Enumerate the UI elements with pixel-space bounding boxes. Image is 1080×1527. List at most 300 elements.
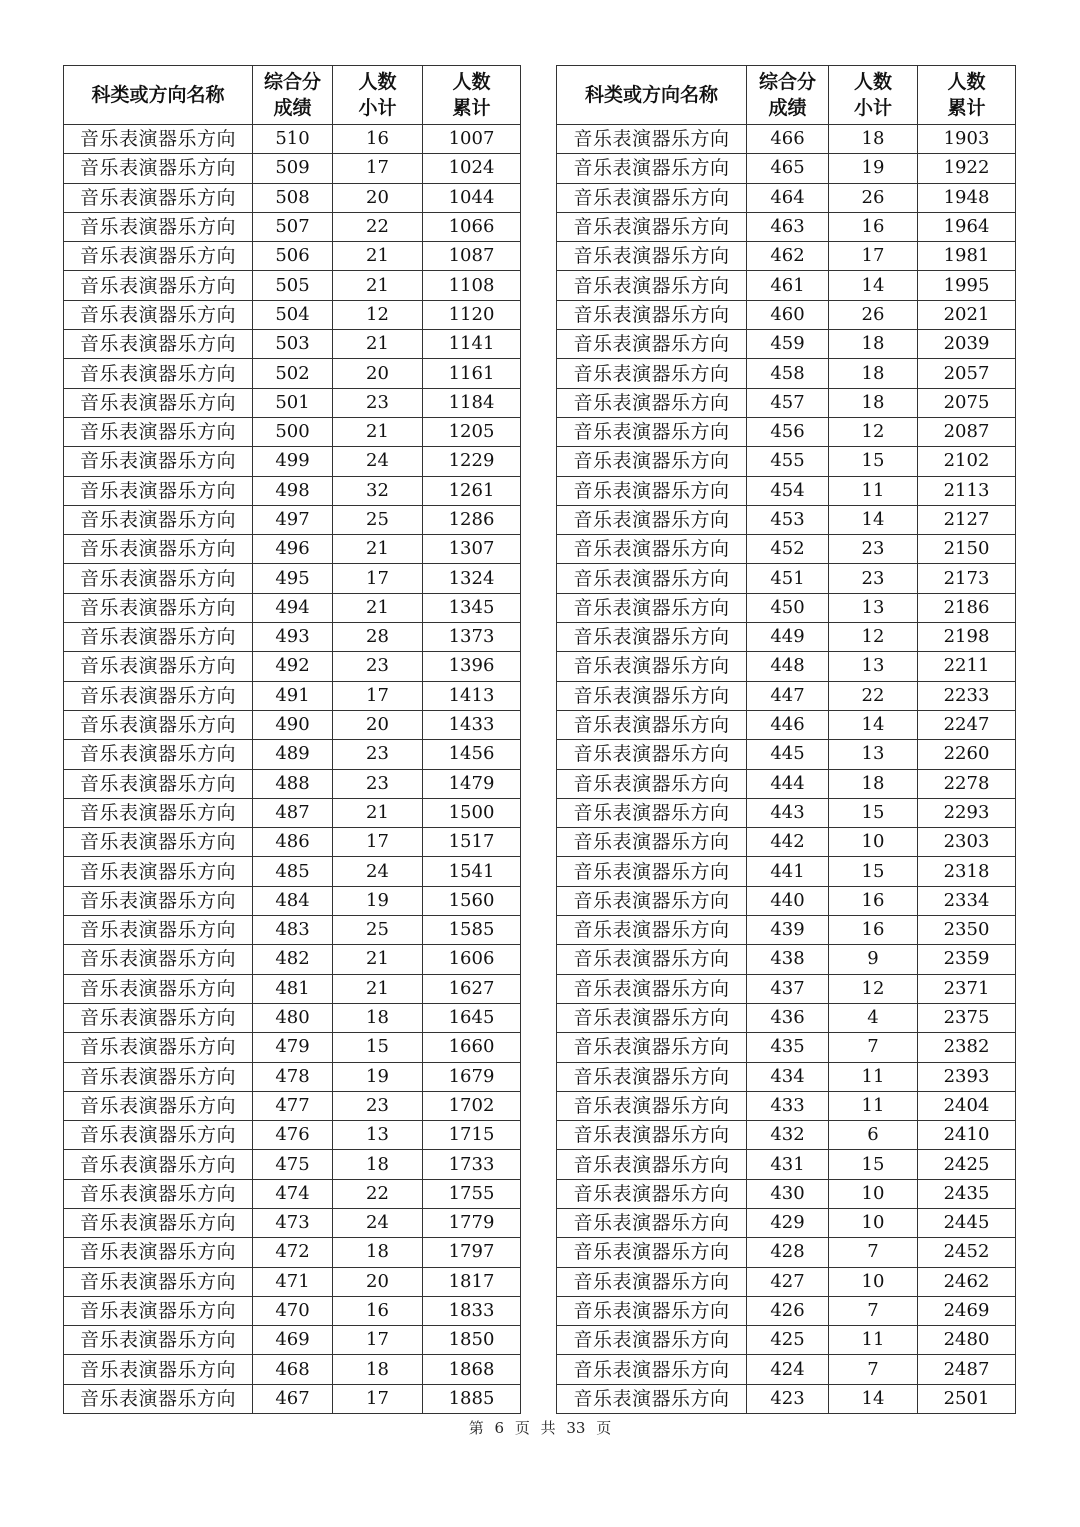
cell-cumulative: 1044	[423, 183, 521, 212]
header-cumulative: 人数 累计	[423, 66, 521, 125]
cell-count: 11	[829, 1326, 918, 1355]
cell-count: 6	[829, 1121, 918, 1150]
cell-cumulative: 1373	[423, 623, 521, 652]
cell-score: 510	[253, 125, 333, 154]
table-row	[557, 1267, 1016, 1296]
cell-cumulative: 2150	[918, 535, 1016, 564]
table-row	[557, 1238, 1016, 1267]
cell-category: 音乐表演器乐方向	[557, 1326, 747, 1355]
cell-category: 音乐表演器乐方向	[64, 1179, 253, 1208]
cell-cumulative: 1679	[423, 1062, 521, 1091]
cell-count: 19	[333, 886, 423, 915]
cell-category: 音乐表演器乐方向	[64, 916, 253, 945]
cell-cumulative: 2393	[918, 1062, 1016, 1091]
cell-score: 454	[747, 476, 829, 505]
cell-count: 24	[333, 447, 423, 476]
table-row	[64, 359, 521, 388]
table-row	[64, 1208, 521, 1237]
cell-category: 音乐表演器乐方向	[557, 593, 747, 622]
cell-score: 508	[253, 183, 333, 212]
cell-score: 448	[747, 652, 829, 681]
cell-score: 490	[253, 710, 333, 739]
table-row	[557, 535, 1016, 564]
cell-cumulative: 1413	[423, 681, 521, 710]
table-row	[557, 212, 1016, 241]
cell-category: 音乐表演器乐方向	[557, 1384, 747, 1413]
cell-count: 19	[829, 154, 918, 183]
cell-score: 496	[253, 535, 333, 564]
cell-category: 音乐表演器乐方向	[64, 271, 253, 300]
cell-category: 音乐表演器乐方向	[557, 828, 747, 857]
cell-cumulative: 2113	[918, 476, 1016, 505]
table-row	[64, 417, 521, 446]
cell-count: 15	[829, 798, 918, 827]
cell-score: 451	[747, 564, 829, 593]
cell-category: 音乐表演器乐方向	[64, 593, 253, 622]
cell-cumulative: 1560	[423, 886, 521, 915]
table-row	[557, 857, 1016, 886]
cell-category: 音乐表演器乐方向	[557, 740, 747, 769]
table-row	[557, 1033, 1016, 1062]
cell-cumulative: 1184	[423, 388, 521, 417]
table-row	[557, 300, 1016, 329]
table-row	[64, 740, 521, 769]
cell-category: 音乐表演器乐方向	[557, 681, 747, 710]
table-row	[557, 417, 1016, 446]
table-body-left	[64, 125, 521, 1414]
cell-cumulative: 1702	[423, 1091, 521, 1120]
cell-cumulative: 2469	[918, 1296, 1016, 1325]
cell-count: 21	[333, 417, 423, 446]
cell-cumulative: 1922	[918, 154, 1016, 183]
cell-cumulative: 1433	[423, 710, 521, 739]
cell-category: 音乐表演器乐方向	[557, 886, 747, 915]
cell-cumulative: 1627	[423, 974, 521, 1003]
table-row	[557, 1121, 1016, 1150]
table-row	[64, 1003, 521, 1032]
cell-score: 453	[747, 505, 829, 534]
table-row	[557, 886, 1016, 915]
cell-cumulative: 2371	[918, 974, 1016, 1003]
cell-score: 481	[253, 974, 333, 1003]
cell-count: 25	[333, 916, 423, 945]
cell-category: 音乐表演器乐方向	[557, 125, 747, 154]
cell-category: 音乐表演器乐方向	[557, 916, 747, 945]
cell-count: 15	[829, 447, 918, 476]
cell-count: 23	[333, 769, 423, 798]
cell-count: 17	[333, 681, 423, 710]
cell-score: 507	[253, 212, 333, 241]
cell-count: 7	[829, 1355, 918, 1384]
cell-category: 音乐表演器乐方向	[64, 417, 253, 446]
cell-cumulative: 1396	[423, 652, 521, 681]
cell-count: 11	[829, 1062, 918, 1091]
cell-count: 18	[333, 1150, 423, 1179]
cell-count: 26	[829, 300, 918, 329]
cell-score: 486	[253, 828, 333, 857]
cell-cumulative: 2173	[918, 564, 1016, 593]
cell-score: 499	[253, 447, 333, 476]
table-row	[557, 828, 1016, 857]
cell-cumulative: 1307	[423, 535, 521, 564]
cell-category: 音乐表演器乐方向	[64, 798, 253, 827]
cell-cumulative: 1024	[423, 154, 521, 183]
table-row	[64, 242, 521, 271]
cell-score: 460	[747, 300, 829, 329]
cell-cumulative: 1261	[423, 476, 521, 505]
cell-score: 457	[747, 388, 829, 417]
table-header-row	[557, 66, 1016, 125]
cell-cumulative: 1087	[423, 242, 521, 271]
cell-category: 音乐表演器乐方向	[64, 623, 253, 652]
cell-score: 468	[253, 1355, 333, 1384]
cell-score: 501	[253, 388, 333, 417]
cell-count: 15	[333, 1033, 423, 1062]
cell-count: 16	[829, 916, 918, 945]
cell-score: 427	[747, 1267, 829, 1296]
cell-cumulative: 2350	[918, 916, 1016, 945]
cell-count: 20	[333, 359, 423, 388]
cell-score: 493	[253, 623, 333, 652]
cell-count: 18	[333, 1003, 423, 1032]
cell-category: 音乐表演器乐方向	[64, 1326, 253, 1355]
cell-category: 音乐表演器乐方向	[64, 330, 253, 359]
cell-count: 22	[829, 681, 918, 710]
cell-score: 497	[253, 505, 333, 534]
cell-category: 音乐表演器乐方向	[557, 242, 747, 271]
cell-score: 479	[253, 1033, 333, 1062]
cell-category: 音乐表演器乐方向	[557, 535, 747, 564]
table-row	[557, 505, 1016, 534]
cell-cumulative: 2375	[918, 1003, 1016, 1032]
cell-cumulative: 2233	[918, 681, 1016, 710]
cell-cumulative: 2318	[918, 857, 1016, 886]
table-row	[557, 798, 1016, 827]
table-row	[64, 212, 521, 241]
table-row	[557, 388, 1016, 417]
cell-cumulative: 1324	[423, 564, 521, 593]
table-row	[64, 681, 521, 710]
table-row	[64, 1326, 521, 1355]
cell-score: 458	[747, 359, 829, 388]
cell-cumulative: 2435	[918, 1179, 1016, 1208]
cell-category: 音乐表演器乐方向	[64, 1355, 253, 1384]
cell-cumulative: 2293	[918, 798, 1016, 827]
cell-score: 470	[253, 1296, 333, 1325]
cell-category: 音乐表演器乐方向	[557, 447, 747, 476]
cell-score: 472	[253, 1238, 333, 1267]
cell-score: 439	[747, 916, 829, 945]
cell-category: 音乐表演器乐方向	[64, 1091, 253, 1120]
cell-score: 480	[253, 1003, 333, 1032]
cell-category: 音乐表演器乐方向	[64, 828, 253, 857]
cell-count: 17	[333, 828, 423, 857]
header-count: 人数 小计	[829, 66, 918, 125]
cell-score: 503	[253, 330, 333, 359]
table-row	[557, 1208, 1016, 1237]
cell-score: 433	[747, 1091, 829, 1120]
cell-count: 23	[333, 740, 423, 769]
table-row	[557, 1091, 1016, 1120]
cell-count: 21	[333, 242, 423, 271]
cell-category: 音乐表演器乐方向	[64, 1267, 253, 1296]
cell-count: 12	[829, 417, 918, 446]
cell-count: 26	[829, 183, 918, 212]
cell-cumulative: 1660	[423, 1033, 521, 1062]
cell-cumulative: 1850	[423, 1326, 521, 1355]
table-row	[557, 476, 1016, 505]
cell-count: 7	[829, 1033, 918, 1062]
table-row	[557, 125, 1016, 154]
cell-score: 434	[747, 1062, 829, 1091]
cell-score: 423	[747, 1384, 829, 1413]
cell-score: 506	[253, 242, 333, 271]
cell-category: 音乐表演器乐方向	[557, 1296, 747, 1325]
cell-score: 509	[253, 154, 333, 183]
table-row	[557, 623, 1016, 652]
cell-category: 音乐表演器乐方向	[557, 271, 747, 300]
cell-count: 24	[333, 1208, 423, 1237]
cell-category: 音乐表演器乐方向	[64, 1121, 253, 1150]
table-row	[557, 359, 1016, 388]
cell-count: 14	[829, 271, 918, 300]
cell-cumulative: 2260	[918, 740, 1016, 769]
table-row	[557, 652, 1016, 681]
cell-category: 音乐表演器乐方向	[64, 300, 253, 329]
cell-category: 音乐表演器乐方向	[557, 476, 747, 505]
cell-cumulative: 2211	[918, 652, 1016, 681]
cell-category: 音乐表演器乐方向	[557, 945, 747, 974]
cell-count: 19	[333, 1062, 423, 1091]
cell-cumulative: 1885	[423, 1384, 521, 1413]
cell-category: 音乐表演器乐方向	[557, 974, 747, 1003]
cell-count: 23	[829, 535, 918, 564]
cell-cumulative: 1733	[423, 1150, 521, 1179]
cell-count: 23	[829, 564, 918, 593]
cell-category: 音乐表演器乐方向	[557, 623, 747, 652]
cell-cumulative: 2278	[918, 769, 1016, 798]
score-table-right	[556, 65, 1016, 1414]
table-row	[64, 388, 521, 417]
cell-category: 音乐表演器乐方向	[557, 769, 747, 798]
cell-score: 469	[253, 1326, 333, 1355]
cell-count: 17	[829, 242, 918, 271]
cell-count: 21	[333, 330, 423, 359]
table-row	[64, 1150, 521, 1179]
table-row	[64, 623, 521, 652]
cell-cumulative: 1948	[918, 183, 1016, 212]
cell-cumulative: 2410	[918, 1121, 1016, 1150]
cell-score: 443	[747, 798, 829, 827]
cell-cumulative: 1108	[423, 271, 521, 300]
cell-count: 10	[829, 828, 918, 857]
cell-category: 音乐表演器乐方向	[64, 974, 253, 1003]
cell-cumulative: 2087	[918, 417, 1016, 446]
score-table-left	[63, 65, 521, 1414]
cell-category: 音乐表演器乐方向	[557, 798, 747, 827]
table-row	[557, 1296, 1016, 1325]
table-row	[64, 1384, 521, 1413]
cell-count: 21	[333, 593, 423, 622]
cell-count: 21	[333, 945, 423, 974]
cell-count: 18	[829, 330, 918, 359]
cell-count: 17	[333, 1326, 423, 1355]
cell-category: 音乐表演器乐方向	[557, 857, 747, 886]
cell-cumulative: 1141	[423, 330, 521, 359]
table-row	[64, 125, 521, 154]
cell-count: 10	[829, 1208, 918, 1237]
header-score: 综合分 成绩	[253, 66, 333, 125]
table-row	[64, 1296, 521, 1325]
cell-cumulative: 2247	[918, 710, 1016, 739]
cell-count: 16	[333, 125, 423, 154]
cell-cumulative: 1479	[423, 769, 521, 798]
table-row	[557, 1355, 1016, 1384]
cell-category: 音乐表演器乐方向	[64, 652, 253, 681]
cell-score: 488	[253, 769, 333, 798]
cell-score: 436	[747, 1003, 829, 1032]
cell-category: 音乐表演器乐方向	[64, 1003, 253, 1032]
cell-count: 24	[333, 857, 423, 886]
cell-cumulative: 2057	[918, 359, 1016, 388]
cell-count: 23	[333, 652, 423, 681]
header-category-name: 科类或方向名称	[557, 66, 747, 125]
cell-cumulative: 1585	[423, 916, 521, 945]
cell-cumulative: 1797	[423, 1238, 521, 1267]
cell-category: 音乐表演器乐方向	[557, 212, 747, 241]
cell-cumulative: 2303	[918, 828, 1016, 857]
table-row	[557, 1384, 1016, 1413]
cell-cumulative: 1868	[423, 1355, 521, 1384]
cell-category: 音乐表演器乐方向	[64, 1384, 253, 1413]
table-row	[64, 476, 521, 505]
cell-score: 494	[253, 593, 333, 622]
cell-cumulative: 1120	[423, 300, 521, 329]
cell-count: 16	[829, 886, 918, 915]
cell-count: 4	[829, 1003, 918, 1032]
cell-cumulative: 1833	[423, 1296, 521, 1325]
table-row	[64, 593, 521, 622]
cell-score: 456	[747, 417, 829, 446]
cell-score: 471	[253, 1267, 333, 1296]
cell-score: 438	[747, 945, 829, 974]
cell-cumulative: 1161	[423, 359, 521, 388]
cell-count: 18	[829, 769, 918, 798]
cell-category: 音乐表演器乐方向	[557, 1121, 747, 1150]
table-row	[557, 1326, 1016, 1355]
cell-count: 17	[333, 1384, 423, 1413]
cell-cumulative: 2021	[918, 300, 1016, 329]
cell-score: 425	[747, 1326, 829, 1355]
cell-category: 音乐表演器乐方向	[557, 417, 747, 446]
cell-score: 449	[747, 623, 829, 652]
table-row	[557, 1062, 1016, 1091]
cell-category: 音乐表演器乐方向	[64, 535, 253, 564]
table-row	[557, 916, 1016, 945]
cell-cumulative: 2039	[918, 330, 1016, 359]
table-header-row	[64, 66, 521, 125]
table-row	[557, 710, 1016, 739]
cell-category: 音乐表演器乐方向	[557, 505, 747, 534]
cell-count: 18	[829, 359, 918, 388]
table-row	[64, 828, 521, 857]
cell-category: 音乐表演器乐方向	[64, 1033, 253, 1062]
cell-count: 32	[333, 476, 423, 505]
cell-score: 452	[747, 535, 829, 564]
cell-score: 445	[747, 740, 829, 769]
cell-count: 9	[829, 945, 918, 974]
table-row	[64, 1121, 521, 1150]
cell-score: 464	[747, 183, 829, 212]
cell-count: 23	[333, 1091, 423, 1120]
cell-score: 477	[253, 1091, 333, 1120]
cell-category: 音乐表演器乐方向	[557, 1062, 747, 1091]
cell-score: 455	[747, 447, 829, 476]
cell-count: 21	[333, 535, 423, 564]
cell-category: 音乐表演器乐方向	[64, 476, 253, 505]
cell-count: 20	[333, 1267, 423, 1296]
cell-score: 487	[253, 798, 333, 827]
cell-cumulative: 1715	[423, 1121, 521, 1150]
table-row	[64, 1062, 521, 1091]
table-row	[64, 1267, 521, 1296]
cell-cumulative: 1755	[423, 1179, 521, 1208]
cell-count: 21	[333, 798, 423, 827]
cell-cumulative: 2334	[918, 886, 1016, 915]
cell-category: 音乐表演器乐方向	[557, 1033, 747, 1062]
cell-cumulative: 1645	[423, 1003, 521, 1032]
table-body-right	[557, 125, 1016, 1414]
cell-score: 505	[253, 271, 333, 300]
table-row	[64, 271, 521, 300]
cell-category: 音乐表演器乐方向	[64, 945, 253, 974]
cell-category: 音乐表演器乐方向	[64, 1062, 253, 1091]
cell-category: 音乐表演器乐方向	[64, 212, 253, 241]
cell-score: 483	[253, 916, 333, 945]
header-score: 综合分 成绩	[747, 66, 829, 125]
cell-count: 14	[829, 1384, 918, 1413]
cell-category: 音乐表演器乐方向	[64, 681, 253, 710]
cell-score: 463	[747, 212, 829, 241]
cell-category: 音乐表演器乐方向	[557, 1003, 747, 1032]
table-row	[557, 945, 1016, 974]
cell-count: 21	[333, 271, 423, 300]
table-row	[557, 154, 1016, 183]
table-row	[557, 271, 1016, 300]
table-row	[557, 593, 1016, 622]
cell-score: 432	[747, 1121, 829, 1150]
cell-count: 13	[333, 1121, 423, 1150]
cell-cumulative: 2198	[918, 623, 1016, 652]
cell-cumulative: 2462	[918, 1267, 1016, 1296]
table-row	[64, 1091, 521, 1120]
cell-score: 485	[253, 857, 333, 886]
table-row	[64, 769, 521, 798]
cell-score: 461	[747, 271, 829, 300]
cell-score: 442	[747, 828, 829, 857]
cell-count: 17	[333, 564, 423, 593]
table-row	[64, 857, 521, 886]
cell-cumulative: 2186	[918, 593, 1016, 622]
table-row	[64, 1238, 521, 1267]
table-row	[64, 330, 521, 359]
cell-count: 22	[333, 1179, 423, 1208]
cell-score: 444	[747, 769, 829, 798]
cell-category: 音乐表演器乐方向	[64, 183, 253, 212]
cell-count: 25	[333, 505, 423, 534]
cell-score: 430	[747, 1179, 829, 1208]
cell-count: 16	[333, 1296, 423, 1325]
